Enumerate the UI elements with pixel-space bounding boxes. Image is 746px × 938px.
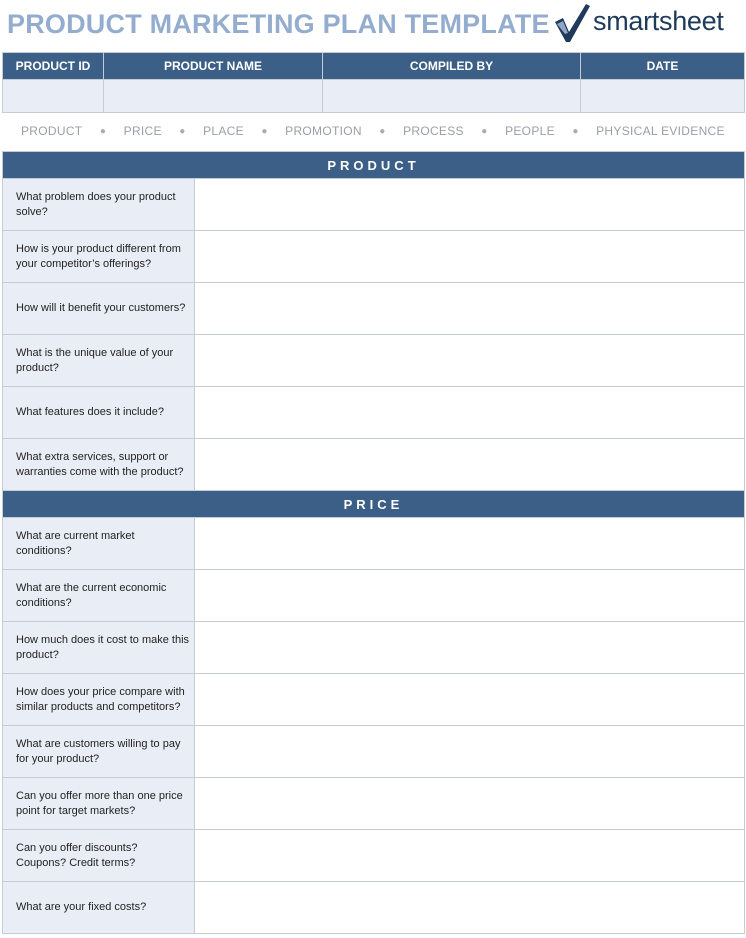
table-row xyxy=(3,387,745,439)
section-header-product xyxy=(3,152,745,179)
question-cell: Can you offer discounts? Coupons? Credit terms? xyxy=(3,830,195,882)
question-cell: What are current market conditions? xyxy=(3,518,195,570)
answer-cell[interactable] xyxy=(195,518,745,570)
product-id-header: PRODUCT ID xyxy=(3,53,104,80)
answer-cell[interactable] xyxy=(195,439,745,491)
answer-cell[interactable] xyxy=(195,674,745,726)
product-name-field[interactable] xyxy=(104,80,323,113)
answer-cell[interactable] xyxy=(195,622,745,674)
plan-table xyxy=(2,151,745,934)
question-cell: What are customers willing to pay for your product? xyxy=(3,726,195,778)
answer-cell[interactable] xyxy=(195,830,745,882)
table-row xyxy=(3,179,745,231)
date-header: DATE xyxy=(581,53,745,80)
nav-item-price: PRICE xyxy=(123,124,162,138)
nav-separator: ● xyxy=(572,125,579,137)
nav-separator: ● xyxy=(379,125,386,137)
answer-cell[interactable] xyxy=(195,778,745,830)
table-row xyxy=(3,674,745,726)
table-row xyxy=(3,570,745,622)
marketing-mix-nav xyxy=(2,122,744,140)
question-cell: What is the unique value of your product? xyxy=(3,335,195,387)
answer-cell[interactable] xyxy=(195,231,745,283)
answer-cell[interactable] xyxy=(195,570,745,622)
question-cell: How will it benefit your customers? xyxy=(3,283,195,335)
nav-item-process: PROCESS xyxy=(403,124,464,138)
question-cell: What features does it include? xyxy=(3,387,195,439)
table-row xyxy=(3,778,745,830)
date-field[interactable] xyxy=(581,80,745,113)
table-row xyxy=(3,439,745,491)
title-bar xyxy=(0,0,746,48)
question-cell: Can you offer more than one price point for target markets? xyxy=(3,778,195,830)
nav-item-product: PRODUCT xyxy=(21,124,83,138)
answer-cell[interactable] xyxy=(195,283,745,335)
table-row xyxy=(3,882,745,934)
question-cell: How much does it cost to make this product? xyxy=(3,622,195,674)
nav-item-physical-evidence: PHYSICAL EVIDENCE xyxy=(596,124,725,138)
answer-cell[interactable] xyxy=(195,882,745,934)
nav-separator: ● xyxy=(99,125,107,137)
table-row xyxy=(3,830,745,882)
table-row xyxy=(3,335,745,387)
answer-cell[interactable] xyxy=(195,726,745,778)
nav-separator: ● xyxy=(179,125,186,137)
nav-item-place: PLACE xyxy=(203,124,244,138)
answer-cell[interactable] xyxy=(195,387,745,439)
smartsheet-logo[interactable] xyxy=(553,2,743,44)
compiled-by-field[interactable] xyxy=(323,80,581,113)
nav-separator: ● xyxy=(261,125,268,137)
product-name-header: PRODUCT NAME xyxy=(104,53,323,80)
nav-separator: ● xyxy=(481,125,488,137)
logo-text: smartsheet xyxy=(593,6,724,36)
question-cell: How does your price compare with similar products and competitors? xyxy=(3,674,195,726)
document-info-table xyxy=(2,52,745,113)
question-cell: What problem does your product solve? xyxy=(3,179,195,231)
question-cell: What are your fixed costs? xyxy=(3,882,195,934)
section-title: PRICE xyxy=(3,491,745,518)
compiled-by-header: COMPILED BY xyxy=(323,53,581,80)
document-title: PRODUCT MARKETING PLAN TEMPLATE xyxy=(7,9,550,39)
answer-cell[interactable] xyxy=(195,335,745,387)
table-row xyxy=(3,622,745,674)
table-row xyxy=(3,283,745,335)
section-header-price xyxy=(3,491,745,518)
section-title: PRODUCT xyxy=(3,152,745,179)
question-cell: What extra services, support or warranties come with the product? xyxy=(3,439,195,491)
checkmark-icon xyxy=(553,2,591,44)
table-row xyxy=(3,231,745,283)
nav-item-people: PEOPLE xyxy=(505,124,555,138)
product-id-field[interactable] xyxy=(3,80,104,113)
nav-item-promotion: PROMOTION xyxy=(285,124,362,138)
table-row xyxy=(3,518,745,570)
question-cell: How is your product different from your competitor’s offerings? xyxy=(3,231,195,283)
table-row xyxy=(3,726,745,778)
question-cell: What are the current economic conditions? xyxy=(3,570,195,622)
answer-cell[interactable] xyxy=(195,179,745,231)
